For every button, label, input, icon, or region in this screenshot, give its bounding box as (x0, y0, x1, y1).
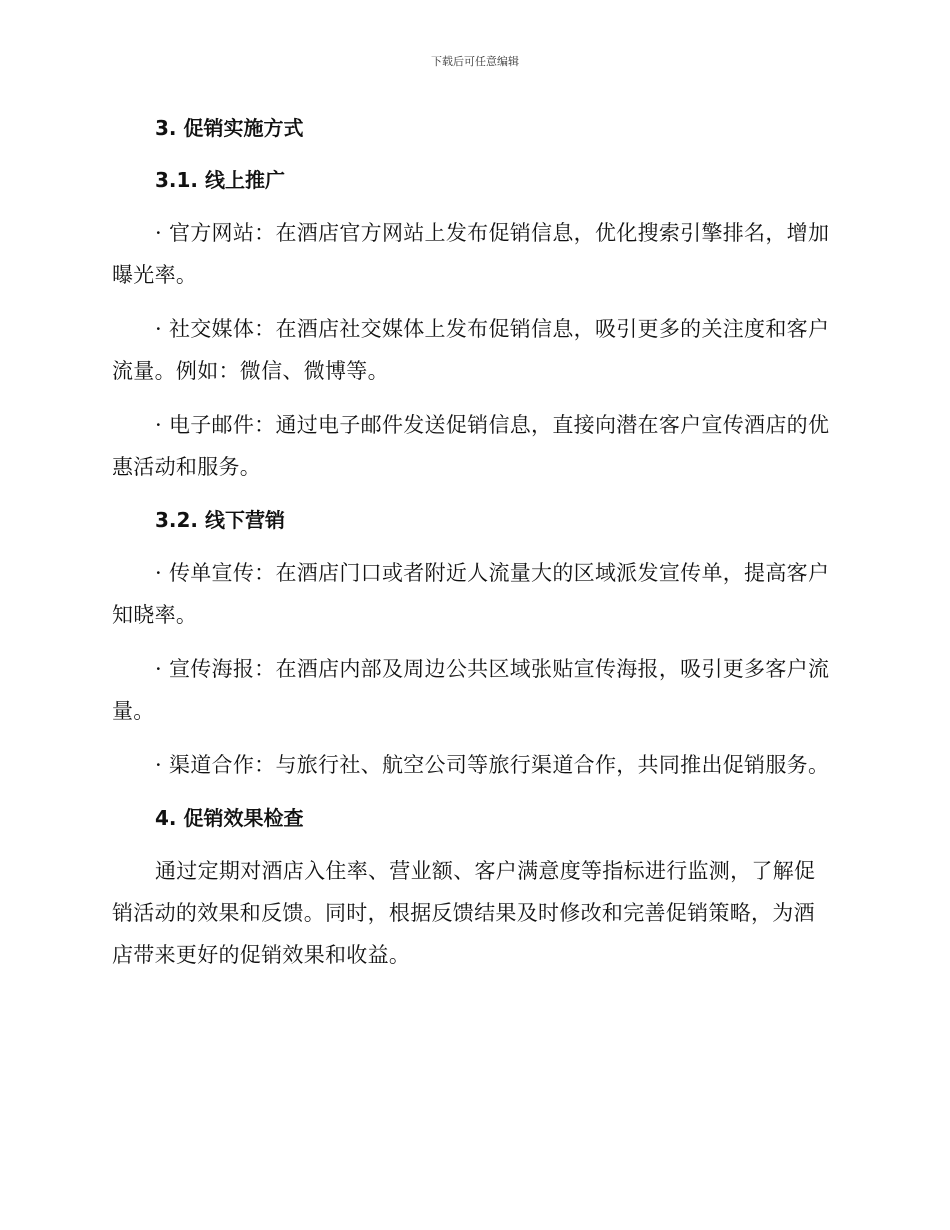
document-body (112, 108, 832, 988)
paragraph-effect-check: 通过定期对酒店入住率、营业额、客户满意度等指标进行监测，了解促销活动的效果和反馈。同时，根据反馈结果及时修改和完善促销策略，为酒店带来更好的促销效果和收益。 (112, 859, 816, 967)
list-item-official-website: · 官方网站：在酒店官方网站上发布促销信息，优化搜索引擎排名，增加曝光率。 (112, 221, 830, 287)
list-item-social-media: · 社交媒体：在酒店社交媒体上发布促销信息，吸引更多的关注度和客户流量。例如：微信、微博等。 (112, 317, 830, 383)
list-item-email: · 电子邮件：通过电子邮件发送促销信息，直接向潜在客户宣传酒店的优惠活动和服务。 (112, 413, 830, 479)
list-item-channel-cooperation: · 渠道合作：与旅行社、航空公司等旅行渠道合作，共同推出促销服务。 (155, 753, 830, 777)
page-header: 下载后可任意编辑 (431, 55, 519, 68)
section-heading-online-promotion: 3.1. 线上推广 (155, 168, 285, 192)
section-heading-effect-check: 4. 促销效果检查 (155, 806, 304, 830)
section-heading-offline-marketing: 3.2. 线下营销 (155, 508, 285, 532)
section-heading-promotion-methods: 3. 促销实施方式 (155, 116, 304, 140)
list-item-flyers: · 传单宣传：在酒店门口或者附近人流量大的区域派发宣传单，提高客户知晓率。 (112, 561, 830, 627)
list-item-posters: · 宣传海报：在酒店内部及周边公共区域张贴宣传海报，吸引更多客户流量。 (112, 657, 830, 723)
